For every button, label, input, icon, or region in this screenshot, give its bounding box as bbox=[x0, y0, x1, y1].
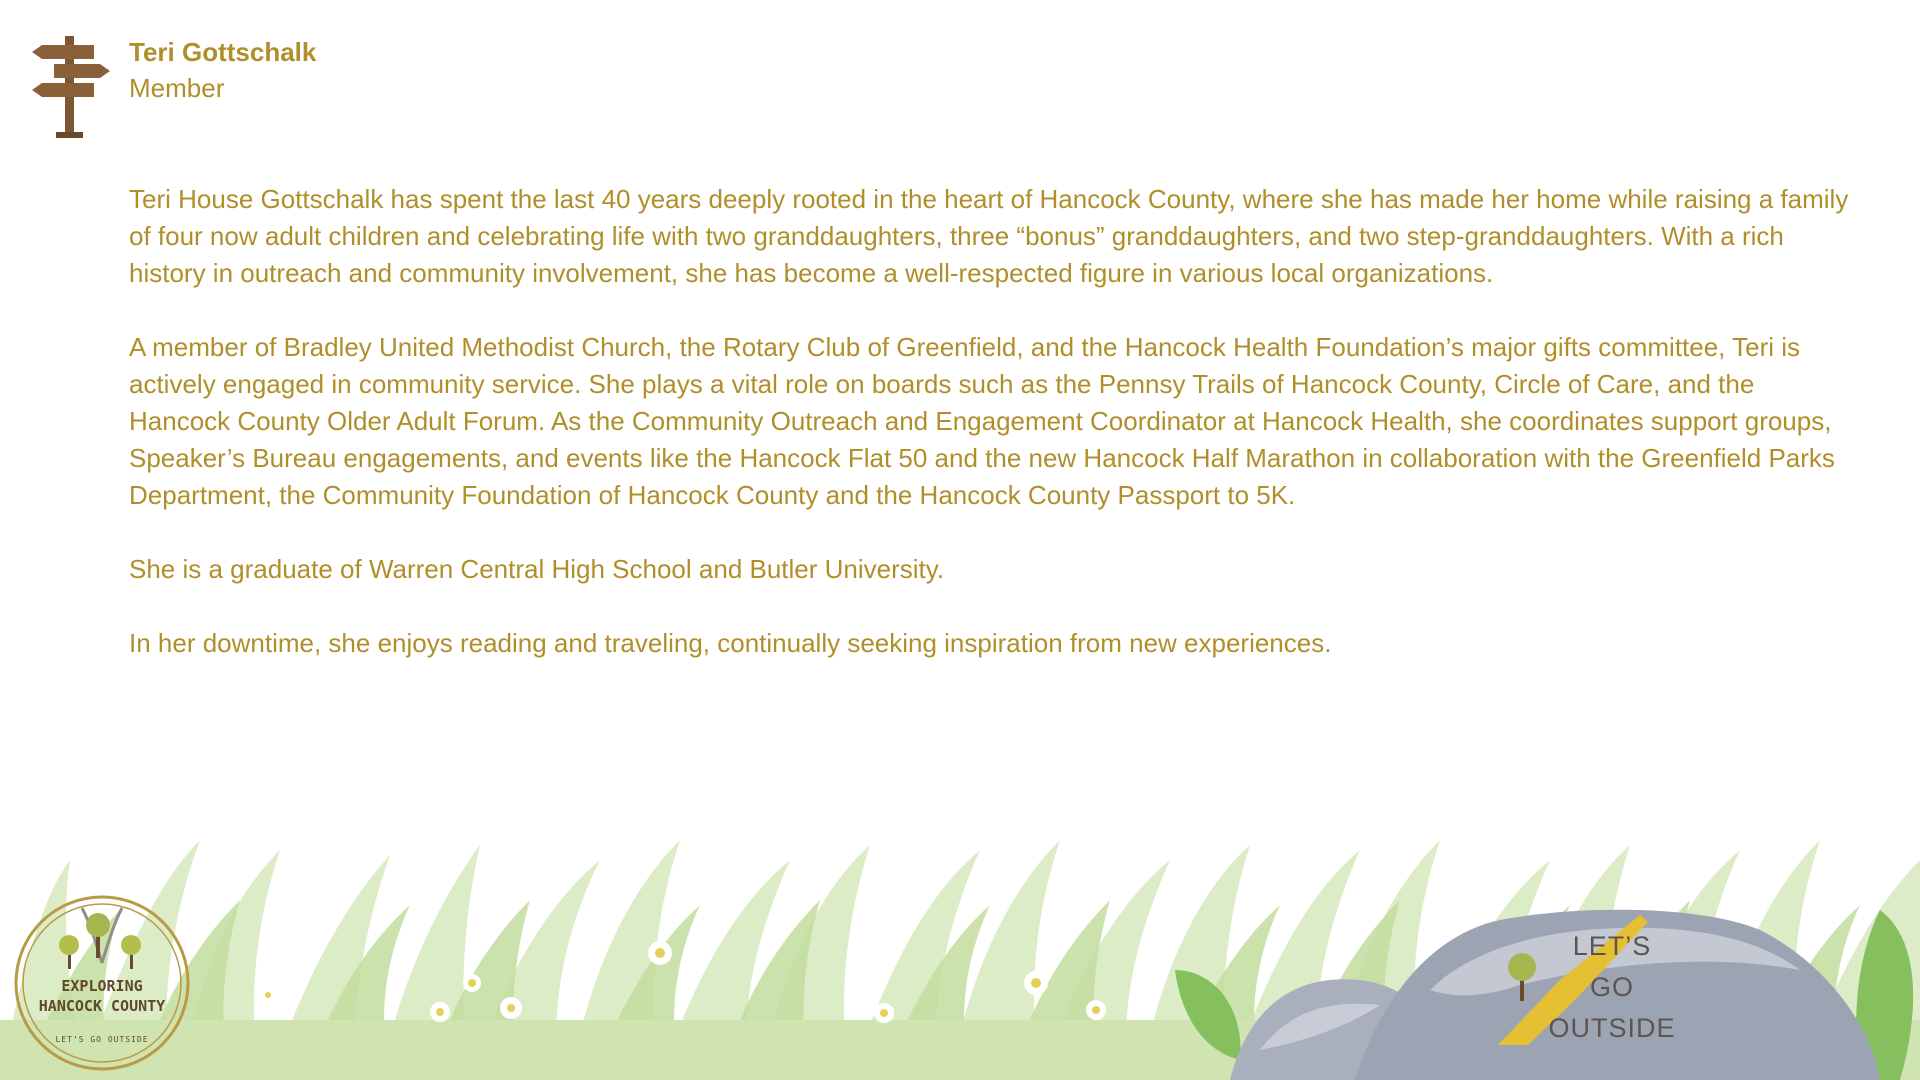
member-name: Teri Gottschalk bbox=[129, 37, 317, 67]
bio-section bbox=[129, 181, 1849, 699]
bio-paragraph: Teri House Gottschalk has spent the last 40 years deeply rooted in the heart of Hancock County, where she has made her home while raising a family of four now adult children and celebrating life with two granddaughters, three “bonus” granddaughters, and two step-granddaughters. With a rich history in outreach and community involvement, she has become a well-respected figure in various local organizations. bbox=[129, 184, 1849, 288]
logo-tagline: LET’S GO OUTSIDE bbox=[55, 1035, 149, 1044]
signpost-icon bbox=[28, 36, 112, 138]
lets-go-outside-label bbox=[1532, 926, 1692, 1049]
logo-subtitle: HANCOCK COUNTY bbox=[38, 997, 166, 1015]
rock-label-line: GO bbox=[1589, 972, 1634, 1002]
member-role: Member bbox=[129, 73, 225, 103]
bio-paragraph: In her downtime, she enjoys reading and traveling, continually seeking inspiration from new experiences. bbox=[129, 628, 1332, 658]
rock-label-line: LET’S bbox=[1572, 931, 1652, 961]
profile-header bbox=[129, 34, 316, 106]
exploring-hancock-county-logo bbox=[10, 893, 194, 1073]
rock-label-line: OUTSIDE bbox=[1548, 1013, 1676, 1043]
bio-paragraph: A member of Bradley United Methodist Church, the Rotary Club of Greenfield, and the Hancock Health Foundation’s major gifts committee, Teri is actively engaged in community service. She plays a vital role on boards such as the Pennsy Trails of Hancock County, Circle of Care, and the Hancock County Older Adult Forum. As the Community Outreach and Engagement Coordinator at Hancock Health, she coordinates support groups, Speaker’s Bureau engagements, and events like the Hancock Flat 50 and the new Hancock Half Marathon in collaboration with the Greenfield Parks Department, the Community Foundation of Hancock County and the Hancock County Passport to 5K. bbox=[129, 332, 1835, 510]
bio-paragraph: She is a graduate of Warren Central High School and Butler University. bbox=[129, 554, 945, 584]
logo-title: EXPLORING bbox=[61, 977, 143, 995]
